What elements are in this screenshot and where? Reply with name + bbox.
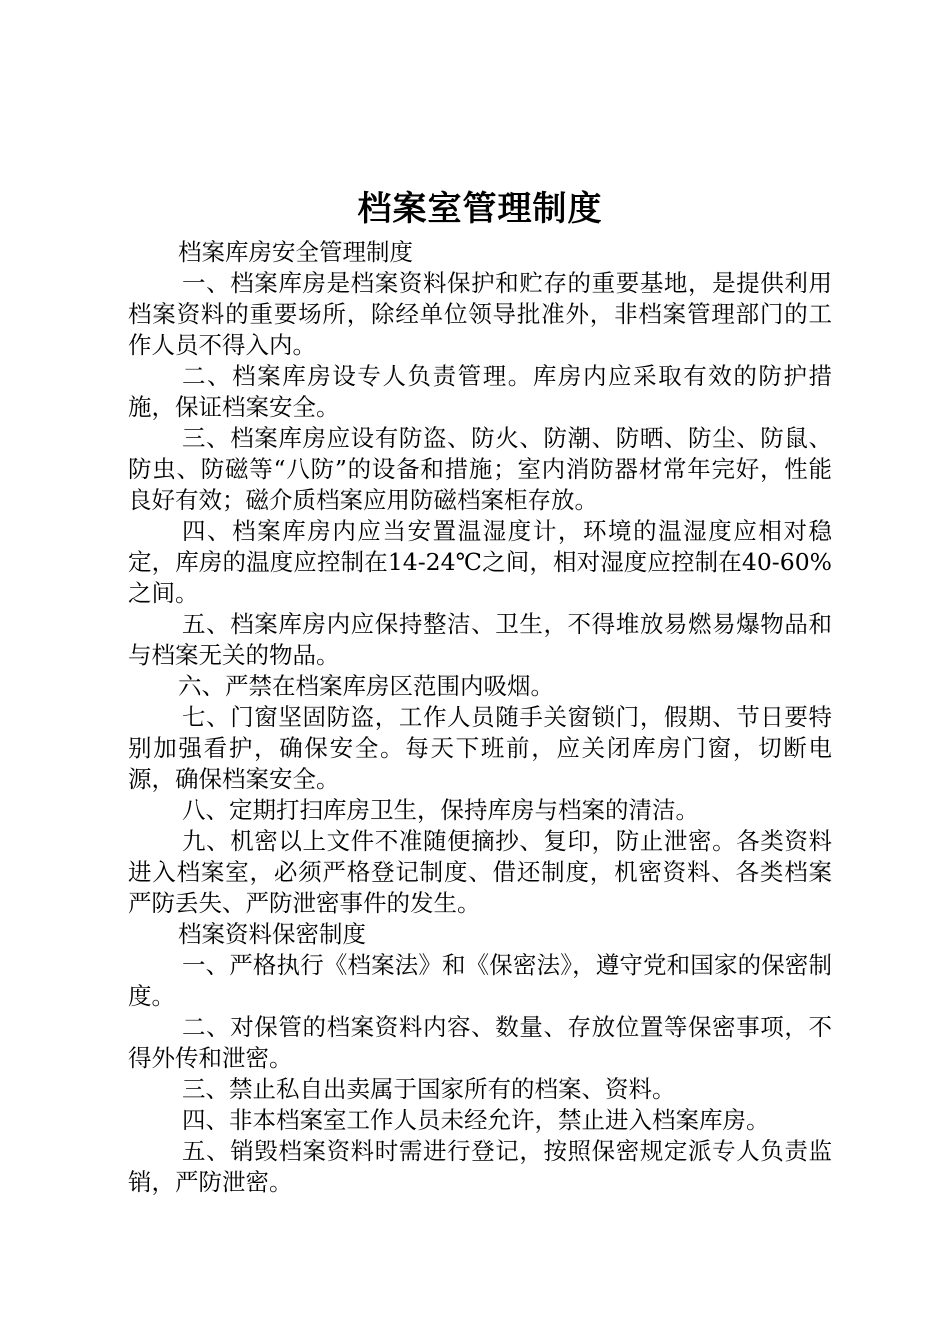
rule-item: 二、档案库房设专人负责管理。库房内应采取有效的防护措施，保证档案安全。	[128, 362, 832, 421]
rule-item: 四、非本档案室工作人员未经允许，禁止进入档案库房。	[182, 1106, 770, 1134]
rule-item: 二、对保管的档案资料内容、数量、存放位置等保密事项，不得外传和泄密。	[128, 1013, 832, 1072]
document-title: 档案室管理制度	[357, 189, 603, 229]
section-heading: 档案资料保密制度	[178, 920, 366, 948]
rule-item: 四、档案库房内应当安置温湿度计，环境的温湿度应相对稳定，库房的温度应控制在14-24℃之间，相对湿度应控制在40-60%之间。	[128, 517, 832, 607]
section-confidentiality	[128, 919, 832, 1198]
rule-item: 三、档案库房应设有防盗、防火、防潮、防晒、防尘、防鼠、防虫、防磁等“八防”的设备和措施；室内消防器材常年完好，性能良好有效；磁介质档案应用防磁档案柜存放。	[128, 424, 832, 514]
rule-item: 一、严格执行《档案法》和《保密法》，遵守党和国家的保密制度。	[128, 951, 832, 1010]
rule-item: 六、严禁在档案库房区范围内吸烟。	[178, 672, 554, 700]
section-heading: 档案库房安全管理制度	[178, 238, 413, 266]
rule-item: 一、档案库房是档案资料保护和贮存的重要基地，是提供利用档案资料的重要场所，除经单位领导批准外，非档案管理部门的工作人员不得入内。	[128, 269, 832, 359]
rule-item: 九、机密以上文件不准随便摘抄、复印，防止泄密。各类资料进入档案室，必须严格登记制度、借还制度，机密资料、各类档案严防丢失、严防泄密事件的发生。	[128, 827, 832, 917]
rule-item: 三、禁止私自出卖属于国家所有的档案、资料。	[182, 1075, 676, 1103]
rule-item: 七、门窗坚固防盗，工作人员随手关窗锁门，假期、节日要特别加强看护，确保安全。每天下班前，应关闭库房门窗，切断电源，确保档案安全。	[128, 703, 832, 793]
rule-item: 五、档案库房内应保持整洁、卫生，不得堆放易燃易爆物品和与档案无关的物品。	[128, 610, 832, 669]
rule-item: 五、销毁档案资料时需进行登记，按照保密规定派专人负责监销，严防泄密。	[128, 1137, 832, 1196]
rule-item: 八、定期打扫库房卫生，保持库房与档案的清洁。	[182, 796, 699, 824]
document-page	[128, 185, 832, 1198]
section-storage-safety	[128, 237, 832, 919]
